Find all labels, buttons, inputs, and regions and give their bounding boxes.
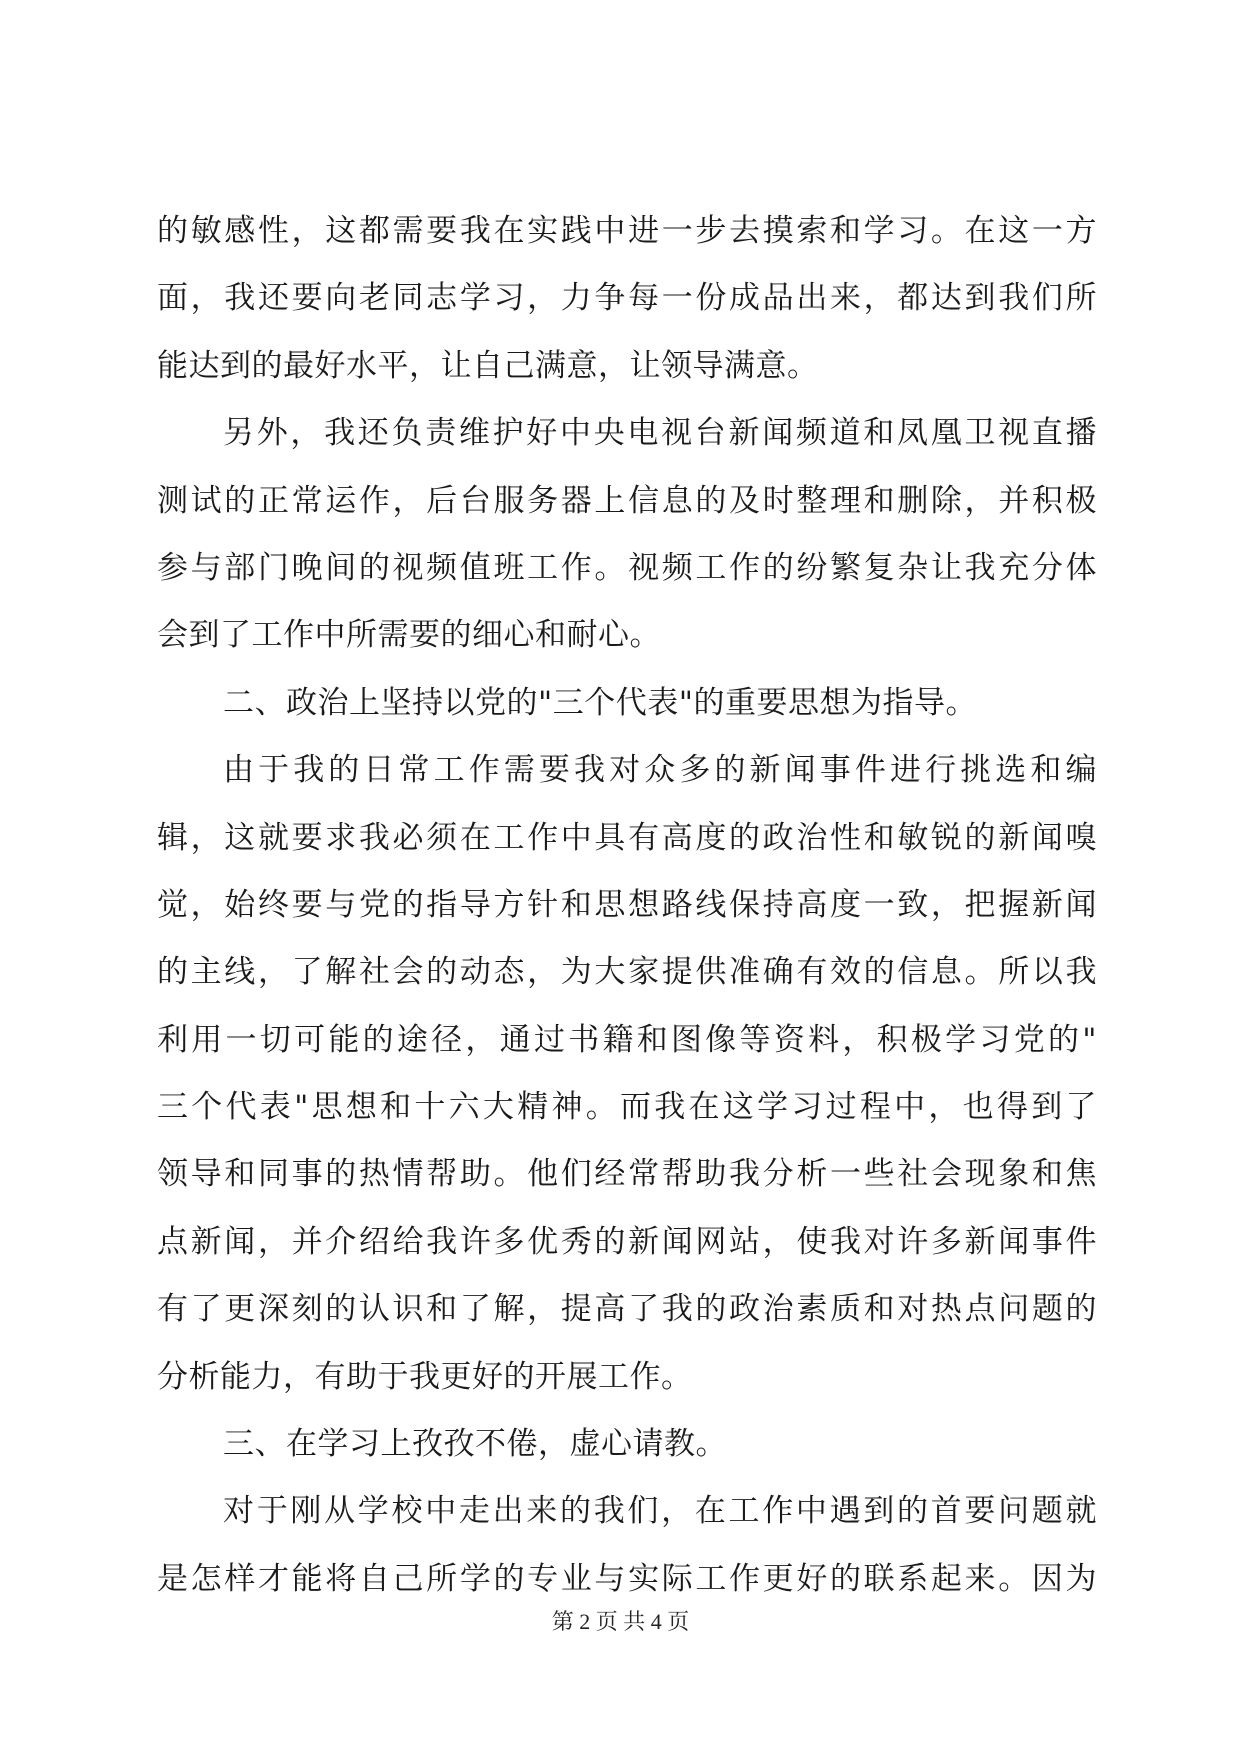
- text-line: 三个代表"思想和十六大精神。而我在这学习过程中，也得到了: [157, 1089, 1097, 1126]
- text-line: 点新闻，并介绍给我许多优秀的新闻网站，使我对许多新闻事件: [157, 1223, 1097, 1260]
- text-line: 是怎样才能将自己所学的专业与实际工作更好的联系起来。因为: [157, 1560, 1097, 1597]
- text-line: 面，我还要向老同志学习，力争每一份成品出来，都达到我们所: [157, 280, 1097, 317]
- text-line: 有了更深刻的认识和了解，提高了我的政治素质和对热点问题的: [157, 1291, 1097, 1328]
- text-line: 对于刚从学校中走出来的我们，在工作中遇到的首要问题就: [223, 1493, 1097, 1530]
- text-line: 二、政治上坚持以党的"三个代表"的重要思想为指导。: [223, 684, 978, 721]
- text-line: 辑，这就要求我必须在工作中具有高度的政治性和敏锐的新闻嗅: [157, 819, 1097, 856]
- text-line: 觉，始终要与党的指导方针和思想路线保持高度一致，把握新闻: [157, 886, 1097, 923]
- text-line: 领导和同事的热情帮助。他们经常帮助我分析一些社会现象和焦: [157, 1156, 1097, 1193]
- text-line: 三、在学习上孜孜不倦，虚心请教。: [223, 1426, 727, 1463]
- text-line: 由于我的日常工作需要我对众多的新闻事件进行挑选和编: [223, 752, 1097, 789]
- text-line: 的主线，了解社会的动态，为大家提供准确有效的信息。所以我: [157, 954, 1097, 991]
- page-footer: 第 2 页 共 4 页: [551, 1609, 690, 1634]
- text-line: 利用一切可能的途径，通过书籍和图像等资料，积极学习党的": [157, 1021, 1097, 1058]
- text-line: 另外，我还负责维护好中央电视台新闻频道和凤凰卫视直播: [223, 415, 1097, 452]
- text-line: 的敏感性，这都需要我在实践中进一步去摸索和学习。在这一方: [157, 213, 1097, 249]
- text-line: 会到了工作中所需要的细心和耐心。: [157, 617, 661, 654]
- text-line: 分析能力，有助于我更好的开展工作。: [157, 1358, 693, 1395]
- text-line: 参与部门晚间的视频值班工作。视频工作的纷繁复杂让我充分体: [157, 549, 1097, 586]
- text-line: 能达到的最好水平，让自己满意，让领导满意。: [157, 347, 819, 384]
- document-body: [157, 198, 1097, 1613]
- text-line: 测试的正常运作，后台服务器上信息的及时整理和删除，并积极: [157, 482, 1097, 519]
